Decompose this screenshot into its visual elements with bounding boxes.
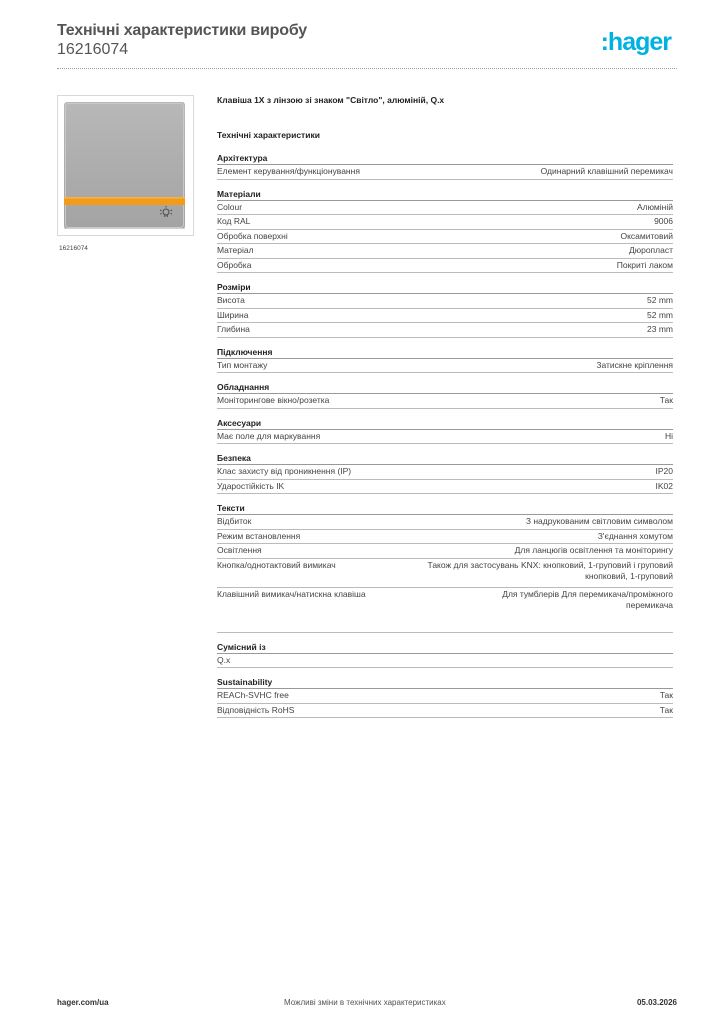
spec-section	[217, 642, 673, 669]
spec-row	[217, 430, 673, 445]
spec-value: Дюропласт	[628, 245, 673, 255]
spec-value: Ні	[664, 430, 673, 441]
spec-value: 9006	[654, 216, 673, 226]
spec-value: З надрукованим світловим символом	[525, 516, 673, 526]
spec-row	[217, 704, 673, 719]
section-title: Сумісний із	[217, 642, 673, 654]
spec-value: Алюміній	[637, 201, 673, 212]
footer-disclaimer: Можливі зміни в технічних характеристиках	[284, 998, 446, 1007]
spec-value: Для тумблерів Для перемикача/проміжного перемикача	[502, 588, 673, 610]
spec-label: Висота	[217, 295, 245, 305]
spec-content	[217, 95, 673, 718]
spec-label: Освітлення	[217, 545, 262, 555]
spec-label: Клас захисту від проникнення (IP)	[217, 466, 352, 476]
spec-value: Одинарний клавішний перемикач	[540, 166, 673, 176]
spec-row	[217, 588, 673, 633]
spec-value: Так	[659, 704, 673, 715]
spec-row	[217, 244, 673, 259]
footer-website[interactable]: hager.com/ua	[57, 998, 109, 1007]
spec-value: 52 mm	[647, 309, 673, 320]
spec-row	[217, 215, 673, 230]
spec-row	[217, 515, 673, 530]
spec-section	[217, 189, 673, 274]
spec-label: Q.x	[217, 654, 231, 665]
product-image-frame	[57, 95, 194, 236]
spec-label: Ударостійкість IK	[217, 480, 285, 491]
spec-row	[217, 359, 673, 374]
spec-section	[217, 282, 673, 338]
section-title: Sustainability	[217, 677, 673, 689]
spec-label: Моніторингове вікно/розетка	[217, 395, 330, 405]
document-number: 16216074	[57, 41, 129, 58]
spec-row	[217, 530, 673, 545]
spec-value: 23 mm	[647, 324, 673, 334]
spec-value: Затискне кріплення	[596, 359, 673, 370]
spec-row	[217, 544, 673, 559]
spec-row	[217, 201, 673, 216]
footer-date: 05.03.2026	[636, 998, 677, 1007]
section-title: Матеріали	[217, 189, 673, 201]
spec-label: Відповідність RoHS	[217, 704, 295, 715]
spec-section	[217, 347, 673, 374]
spec-row	[217, 323, 673, 338]
spec-section	[217, 382, 673, 409]
spec-value: Для ланцюгів освітлення та моніторингу	[514, 545, 673, 555]
spec-row	[217, 689, 673, 704]
spec-label: Елемент керування/функціонування	[217, 166, 360, 176]
spec-label: Обробка	[217, 259, 252, 270]
header-divider	[57, 68, 677, 69]
spec-label: Кнопка/однотактовий вимикач	[217, 559, 336, 570]
product-image-caption: 16216074	[59, 245, 88, 252]
section-title: Тексти	[217, 503, 673, 515]
spec-row	[217, 294, 673, 309]
spec-section	[217, 153, 673, 180]
hager-logo: :hager	[600, 28, 671, 56]
spec-value: Так	[659, 690, 673, 700]
spec-value: Також для застосувань KNX: кнопковий, 1-груповий і груповий кнопковий, 1-груповий	[427, 559, 673, 581]
spec-label: Має поле для маркування	[217, 430, 321, 441]
spec-label: Ширина	[217, 309, 249, 320]
section-title: Розміри	[217, 282, 673, 294]
spec-row	[217, 259, 673, 274]
spec-row	[217, 480, 673, 495]
spec-label: Colour	[217, 201, 243, 212]
spec-label: Тип монтажу	[217, 359, 268, 370]
spec-row	[217, 559, 673, 588]
section-title: Підключення	[217, 347, 673, 359]
spec-heading: Технічні характеристики	[217, 130, 320, 140]
spec-value: Покриті лаком	[616, 259, 673, 270]
spec-label: REACh-SVHC free	[217, 690, 289, 700]
document-header	[57, 22, 677, 59]
spec-value: З'єднання хомутом	[597, 530, 673, 541]
spec-row	[217, 230, 673, 245]
spec-row	[217, 465, 673, 480]
product-name: Клавіша 1X з лінзою зі знаком "Світло", алюміній, Q.x	[217, 95, 445, 105]
spec-row	[217, 309, 673, 324]
spec-section	[217, 677, 673, 718]
section-title: Обладнання	[217, 382, 673, 394]
section-title: Аксесуари	[217, 418, 673, 430]
spec-label: Відбиток	[217, 516, 252, 526]
spec-label: Код RAL	[217, 216, 251, 226]
section-title: Архітектура	[217, 153, 673, 165]
spec-row	[217, 165, 673, 180]
spec-value: Так	[659, 395, 673, 405]
section-title: Безпека	[217, 453, 673, 465]
spec-value: IP20	[655, 466, 673, 476]
spec-value: IK02	[655, 480, 673, 491]
spec-value: Оксамитовий	[620, 230, 673, 241]
spec-label: Обробка поверхні	[217, 230, 288, 241]
spec-label: Матеріал	[217, 245, 254, 255]
spec-section	[217, 503, 673, 633]
spec-section	[217, 453, 673, 494]
document-title: Технічні характеристики виробу	[57, 22, 307, 39]
spec-section	[217, 418, 673, 445]
spec-label: Режим встановлення	[217, 530, 301, 541]
spec-sections	[217, 153, 673, 718]
product-image	[64, 102, 185, 229]
spec-label: Глибина	[217, 324, 250, 334]
spec-row	[217, 394, 673, 409]
spec-value: 52 mm	[647, 295, 673, 305]
spec-label: Клавішний вимикач/натискна клавіша	[217, 588, 366, 599]
spec-row	[217, 654, 673, 669]
